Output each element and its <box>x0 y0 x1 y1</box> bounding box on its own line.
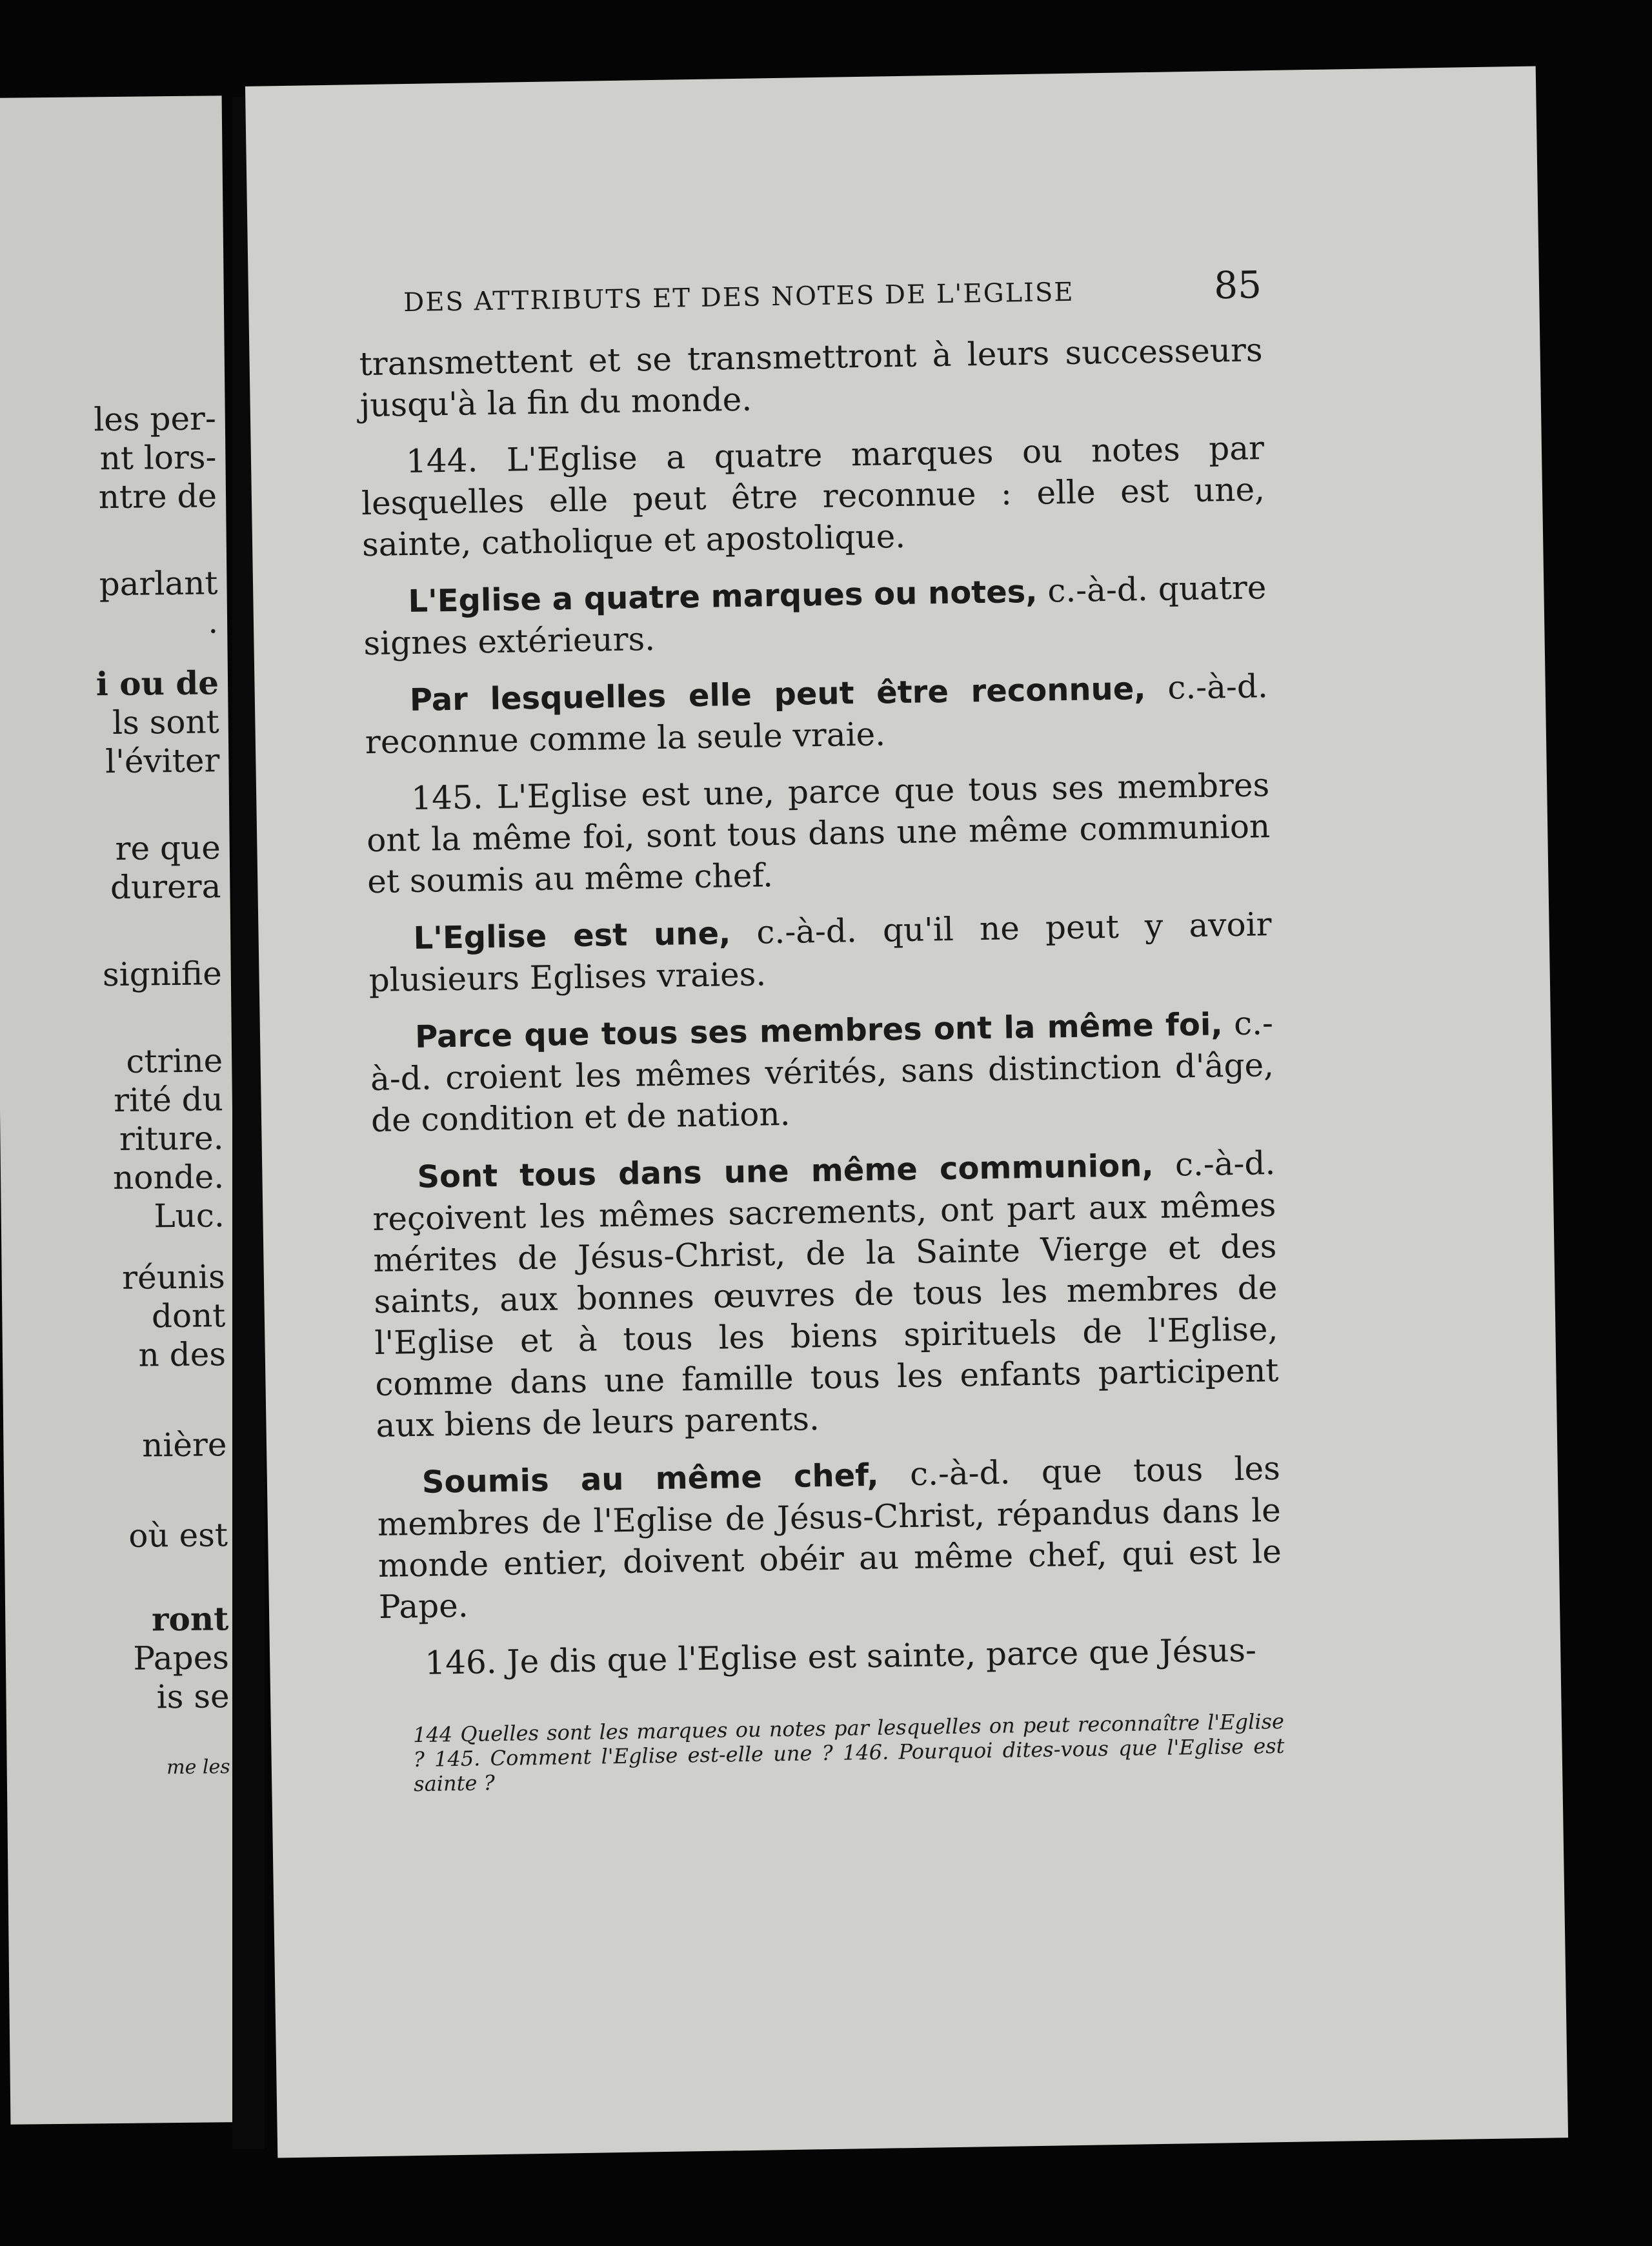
left-fragment: . <box>207 603 219 641</box>
left-fragment: rité du <box>113 1080 224 1120</box>
gloss-text: c.-à-d. reçoivent les mêmes sacrements, ont part aux mêmes mérites de Jésus-Christ, de la Sainte Vierge et des saints, aux bonnes œuvres de tous les membres de l'Eglise et à tous les biens spirituels de l'Eglise, comme dans une famille tous les enfants participent aux biens de leurs parents. <box>372 1144 1279 1444</box>
gloss-text: c.-à-d. reconnue comme la seule vraie. <box>365 667 1269 762</box>
gloss-text: c.-à-d. qu'il ne peut y avoir plusieurs Eglises vraies. <box>368 905 1272 1000</box>
left-fragment: réunis <box>121 1258 226 1297</box>
gloss-term: Sont tous dans une même communion, <box>417 1148 1154 1195</box>
gloss-term: Parce que tous ses membres ont la même foi, <box>414 1006 1224 1055</box>
gloss-paragraph <box>364 665 1269 763</box>
left-fragment: me les <box>166 1755 230 1779</box>
footnote <box>381 1709 1285 1797</box>
left-fragment: parlant <box>99 564 218 603</box>
left-fragment: signifie <box>102 955 223 994</box>
gloss-paragraph <box>363 567 1267 664</box>
left-fragment: n des <box>138 1335 227 1374</box>
gloss-term: L'Eglise a quatre marques ou notes, <box>408 573 1038 620</box>
right-page <box>245 66 1568 2158</box>
running-title: DES ATTRIBUTS ET DES NOTES DE L'EGLISE <box>403 277 1074 318</box>
left-fragment: ctrine <box>126 1042 223 1080</box>
left-fragment: Luc. <box>154 1197 225 1235</box>
paragraph-145: 145. L'Eglise est une, parce que tous ses membres ont la même foi, sont tous dans une même communion et soumis au même chef. <box>366 766 1271 901</box>
left-fragment: Papes <box>133 1639 230 1677</box>
left-page-fragment <box>0 96 243 2125</box>
paragraph-144: 144. L'Eglise a quatre marques ou notes par lesquelles elle peut être reconnue : elle est une, sainte, catholique et apostolique. <box>361 429 1265 564</box>
left-fragment: i ou de <box>96 663 219 703</box>
left-fragment: nt lors- <box>99 438 217 478</box>
footnote-text: 144 Quelles sont les marques ou notes par lesquelles on peut reconnaître l'Eglise ? 145. Comment l'Eglise est-elle une ? 146. Pourquoi dites-vous que l'Eglise est sainte ? <box>412 1708 1285 1797</box>
left-fragment: ntre de <box>98 477 217 516</box>
left-fragment: où est <box>128 1516 228 1555</box>
left-fragment: nonde. <box>112 1158 225 1197</box>
left-fragment: nière <box>141 1426 227 1464</box>
left-fragment: re que <box>115 829 221 867</box>
paragraph-146: 146. Je dis que l'Eglise est sainte, parce que Jésus- <box>424 1631 1257 1682</box>
left-fragment: les per- <box>93 400 217 439</box>
page-content <box>358 264 1285 1797</box>
gloss-paragraph <box>372 1142 1280 1446</box>
left-fragment: ront <box>151 1599 229 1639</box>
running-head <box>358 264 1262 324</box>
gloss-paragraph <box>368 904 1273 1001</box>
gloss-term: Par lesquelles elle peut être reconnue, <box>409 671 1146 719</box>
left-fragment: ls sont <box>112 703 220 742</box>
gloss-text: c.-à-d. que tous les membres de l'Eglise de Jésus-Christ, répandus dans le monde entier, doivent obéir au même chef, qui est le Pape. <box>377 1449 1282 1626</box>
left-fragment: durera <box>110 867 221 907</box>
gloss-paragraph <box>376 1448 1282 1628</box>
left-fragment: l'éviter <box>105 742 220 781</box>
left-fragment: dont <box>151 1297 226 1335</box>
gloss-paragraph <box>370 1002 1275 1141</box>
gloss-term: L'Eglise est une, <box>413 915 731 956</box>
gloss-text: c.-à-d. croient les mêmes vérités, sans distinction d'âge, de condition et de nation. <box>370 1004 1274 1140</box>
left-fragment: is se <box>156 1677 230 1716</box>
gloss-term: Soumis au même chef, <box>421 1457 880 1501</box>
page-number: 85 <box>1213 263 1262 308</box>
gloss-text: c.-à-d. quatre signes extérieurs. <box>363 569 1267 663</box>
left-fragment: riture. <box>119 1119 224 1158</box>
paragraph-continuation: transmettent et se transmettront à leurs successeurs jusqu'à la fin du monde. <box>359 331 1263 425</box>
